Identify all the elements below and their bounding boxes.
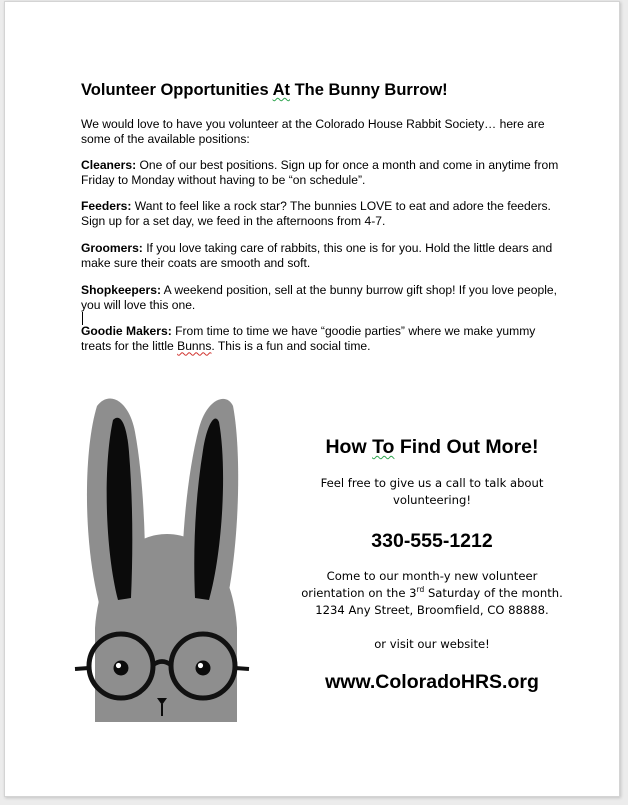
position-description-end: . This is a fun and social time. [211,338,371,353]
spelling-flagged-word: Bunns [177,338,212,353]
title-part-3: The Bunny Burrow! [290,81,448,99]
position-groomers [81,241,561,270]
position-goodie-makers [81,324,561,353]
position-shopkeepers [81,283,561,312]
find-title-part-3: Find Out More! [394,436,539,458]
bunny-right-eye-highlight [198,663,203,668]
bunny-right-eye [196,661,211,676]
position-description: One of our best positions. Sign up for once a month and come in anytime from Friday to Monday without having to be “on schedule”. [81,158,559,187]
phone-number: 330-555-1212 [371,530,493,552]
position-name: Cleaners: [81,158,137,172]
position-name: Shopkeepers: [81,283,161,297]
call-text: Feel free to give us a call to talk about volunteering! [320,476,544,507]
website-url: www.ColoradoHRS.org [325,671,539,693]
position-description: If you love taking care of rabbits, this one is for you. Hold the little dears and make sure their coats are smooth and soft. [81,241,553,270]
position-name: Feeders: [81,199,132,213]
address-line: 1234 Any Street, Broomfield, CO 88888. [315,603,549,617]
orientation-text [301,568,563,619]
find-out-more-heading [301,434,563,460]
title-part-2: At [272,81,291,99]
find-title-part-2: To [372,436,395,458]
position-description: Want to feel like a rock star? The bunnies LOVE to eat and adore the feeders. Sign up for a set day, we feed in the afternoons from 4-7. [81,199,551,228]
title-part-1: Volunteer Opportunities [81,81,273,99]
orientation-line: Come to our month-y new volunteer orientation on the 3 [301,569,538,600]
bunny-left-eye-highlight [116,663,121,668]
position-description: From time to time we have “goodie parties” where we make yummy treats for the little [81,324,536,353]
position-cleaners [81,158,561,187]
glasses-right-arm [235,668,249,669]
visit-text: or visit our website! [374,637,490,651]
bunny-with-glasses-icon [69,392,259,722]
find-title-part-1: How [325,436,373,458]
ordinal-suffix: rd [416,585,425,594]
intro-paragraph: We would love to have you volunteer at the Colorado House Rabbit Society… here are some of the available positions: [81,117,545,146]
page-title [81,79,448,101]
position-description: A weekend position, sell at the bunny burrow gift shop! If you love people, you will love this one. [81,283,557,312]
position-name: Goodie Makers: [81,324,172,338]
document-page [4,1,620,797]
bunny-left-eye [114,661,129,676]
position-name: Groomers: [81,241,143,255]
position-feeders [81,199,561,228]
orientation-line-end: Saturday of the month. [424,586,563,600]
glasses-left-arm [75,668,89,669]
